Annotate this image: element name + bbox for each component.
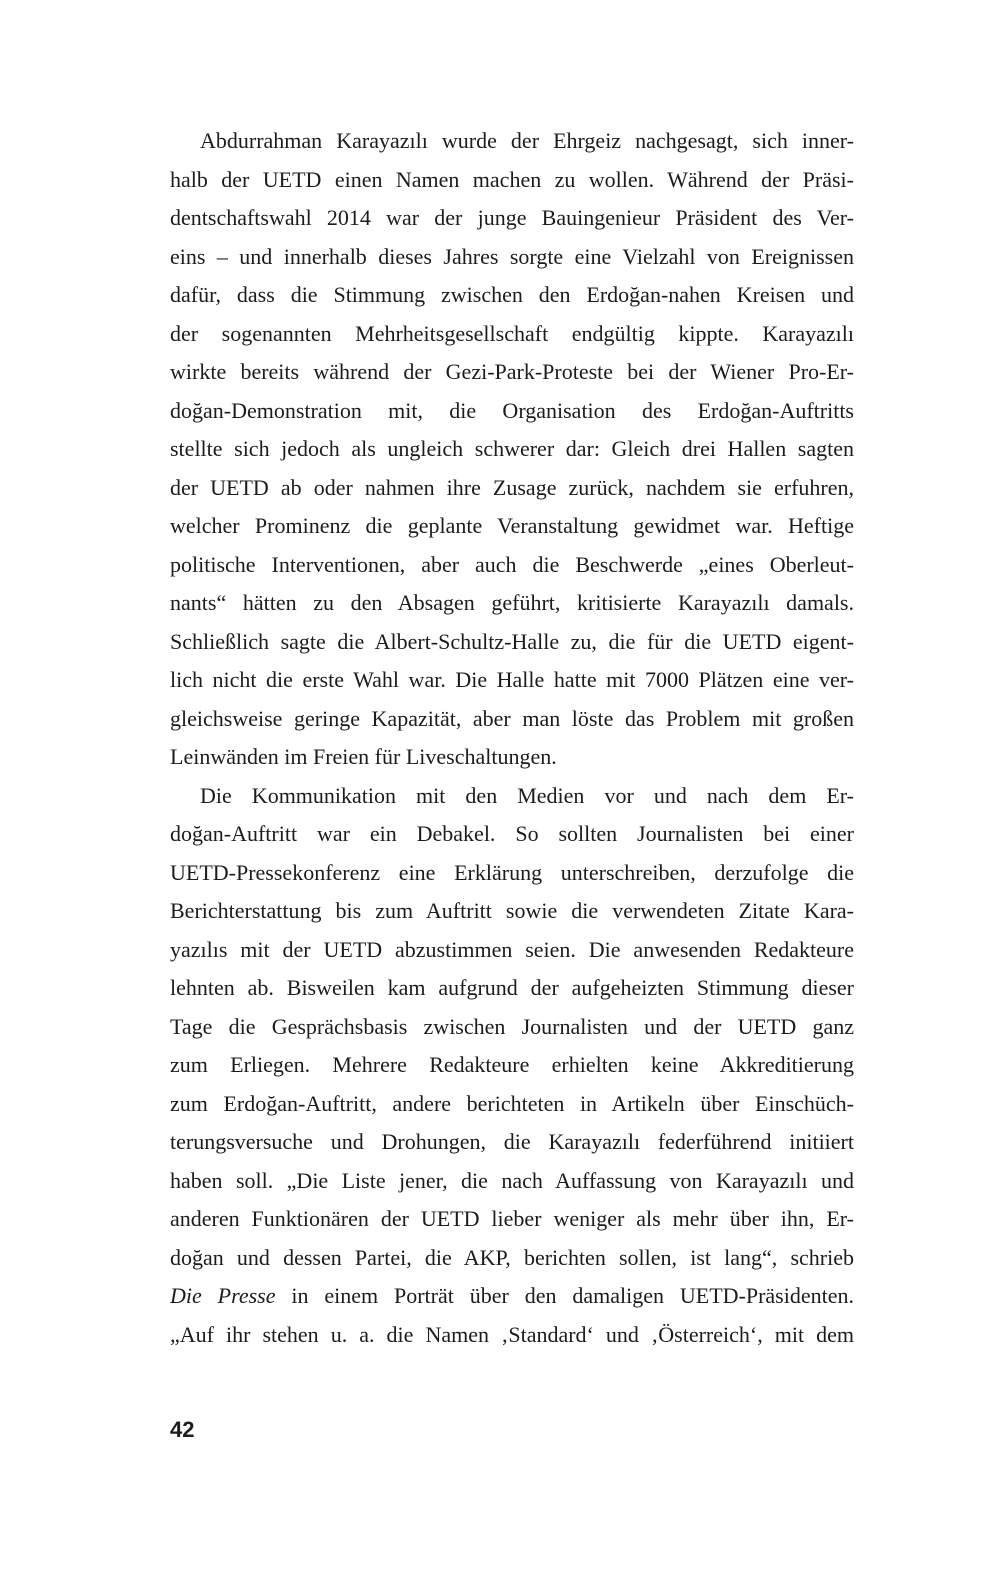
text-line: Berichterstattung bis zum Auftritt sowie die verwendeten Zitate Kara- [170, 898, 854, 923]
text-line: Die Kommunikation mit den Medien vor und nach dem Er- [200, 782, 854, 808]
text-line: Leinwänden im Freien für Liveschaltungen. [170, 744, 557, 769]
text-line: lehnten ab. Bisweilen kam aufgrund der aufgeheizten Stimmung dieser [170, 975, 854, 1000]
text-line: haben soll. „Die Liste jener, die nach Auffassung von Karayazılı und [170, 1167, 854, 1193]
text-line: stellte sich jedoch als ungleich schwerer dar: Gleich drei Hallen sagten [170, 436, 854, 461]
text-line: UETD-Pressekonferenz eine Erklärung unterschreiben, derzufolge die [170, 859, 854, 885]
text-line: politische Interventionen, aber auch die Beschwerde „eines Oberleut- [170, 551, 854, 577]
page-number: 42 [170, 1417, 195, 1442]
text-line: der sogenannten Mehrheitsgesellschaft endgültig kippte. Karayazılı [170, 320, 854, 346]
text-line: der UETD ab oder nahmen ihre Zusage zurück, nachdem sie erfuhren, [170, 474, 854, 500]
text-line: anderen Funktionären der UETD lieber weniger als mehr über ihn, Er- [170, 1206, 854, 1231]
text-line: doğan und dessen Partei, die AKP, berichten sollen, ist lang“, schrieb [170, 1244, 854, 1270]
text-line: „Auf ihr stehen u. a. die Namen ‚Standard‘ und ‚Österreich‘, mit dem [170, 1321, 854, 1347]
text-line: doğan-Auftritt war ein Debakel. So sollten Journalisten bei einer [170, 821, 854, 846]
text-line: Schließlich sagte die Albert-Schultz-Halle zu, die für die UETD eigent- [170, 628, 854, 654]
text-line: eins – und innerhalb dieses Jahres sorgte eine Vielzahl von Ereignissen [170, 243, 854, 269]
publication-title: Die Presse [170, 1283, 276, 1308]
text-line: dentschaftswahl 2014 war der junge Bauingenieur Präsident des Ver- [170, 205, 854, 230]
text-line: doğan-Demonstration mit, die Organisation des Erdoğan-Auftritts [170, 397, 854, 423]
text-line: gleichsweise geringe Kapazität, aber man löste das Problem mit großen [170, 705, 854, 731]
text-line: terungsversuche und Drohungen, die Karayazılı federführend initiiert [170, 1129, 854, 1154]
text-segment: in einem Porträt über den damaligen UETD-Präsidenten. [275, 1283, 854, 1308]
text-line: dafür, dass die Stimmung zwischen den Erdoğan-nahen Kreisen und [170, 282, 854, 307]
text-line: lich nicht die erste Wahl war. Die Halle hatte mit 7000 Plätzen eine ver- [170, 667, 854, 692]
text-line [170, 1277, 854, 1316]
text-line: halb der UETD einen Namen machen zu wollen. Während der Präsi- [170, 166, 854, 192]
text-line: welcher Prominenz die geplante Veranstaltung gewidmet war. Heftige [170, 513, 854, 538]
text-line: zum Erdoğan-Auftritt, andere berichteten in Artikeln über Einschüch- [170, 1090, 854, 1116]
text-line: nants“ hätten zu den Absagen geführt, kritisierte Karayazılı damals. [170, 590, 854, 615]
text-line: wirkte bereits während der Gezi-Park-Proteste bei der Wiener Pro-Er- [170, 359, 854, 384]
text-line: yazılıs mit der UETD abzustimmen seien. Die anwesenden Redakteure [170, 936, 854, 962]
text-line: Abdurrahman Karayazılı wurde der Ehrgeiz nachgesagt, sich inner- [200, 128, 854, 153]
body-text [170, 122, 854, 1354]
text-line: zum Erliegen. Mehrere Redakteure erhielten keine Akkreditierung [170, 1052, 854, 1077]
text-line: Tage die Gesprächsbasis zwischen Journalisten und der UETD ganz [170, 1013, 854, 1039]
